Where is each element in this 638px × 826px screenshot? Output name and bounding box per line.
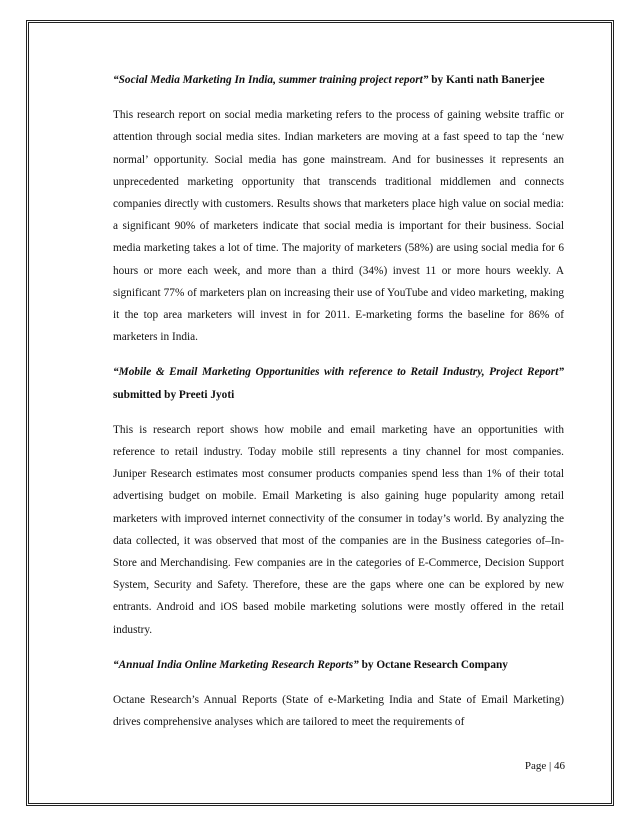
section-paragraph-mobile-email: This is research report shows how mobile and email marketing have an opportunities with reference to retail industry. Today mobile still represents a tiny channel for most companies. Juniper Research estimates most consumer products companies spend less than 1% of their total advertising budget on mobile. Email Marketing is also gaining huge popularity among retail marketers with improved internet connectivity of the consumer in today’s world. By analyzing the data collected, it was observed that most of the companies are in the Business categories of–In-Store and Merchandising. Few companies are in the categories of E-Commerce, Decision Support System, Security and Safety. Therefore, these are the gaps where one can be explored by new entrants. Android and iOS based mobile marketing solutions were mostly offered in the retail industry.	[113, 423, 564, 636]
report-title: “Annual India Online Marketing Research Reports”	[113, 658, 359, 671]
section-paragraph-octane: Octane Research’s Annual Reports (State of e-Marketing India and State of Email Marketing) drives comprehensive analyses which are tailored to meet the requirements of	[113, 694, 564, 729]
section-paragraph-social-media: This research report on social media marketing refers to the process of gaining website traffic or attention through social media sites. Indian marketers are moving at a fast speed to tap the ‘new normal’ opportunity. Social media has gone mainstream. And for businesses it represents an unprecedented marketing opportunity that transcends traditional middlemen and connects companies directly with customers. Results shows that marketers place high value on social media: a significant 90% of marketers indicate that social media is important for their business. Social media marketing takes a lot of time. The majority of marketers (58%) are using social media for 6 hours or more each week, and more than a third (34%) invest 11 or more hours weekly. A significant 77% of marketers plan on increasing their use of YouTube and video marketing, making it the top area marketers will invest in for 2011. E-marketing forms the baseline for 86% of marketers in India.	[113, 109, 564, 344]
report-title: “Mobile & Email Marketing Opportunities with reference to Retail Industry, Project Report”	[113, 366, 564, 379]
report-title: “Social Media Marketing In India, summer training project report”	[113, 74, 429, 86]
page-number: Page | 46	[524, 760, 565, 772]
section-heading-mobile-email	[113, 361, 564, 405]
report-author: by Octane Research Company	[358, 658, 508, 671]
section-heading-social-media	[113, 69, 564, 91]
report-author: submitted by Preeti Jyoti	[113, 388, 235, 401]
document-body	[113, 69, 564, 746]
report-author: by Kanti nath Banerjee	[428, 74, 545, 86]
section-heading-octane	[113, 654, 564, 676]
